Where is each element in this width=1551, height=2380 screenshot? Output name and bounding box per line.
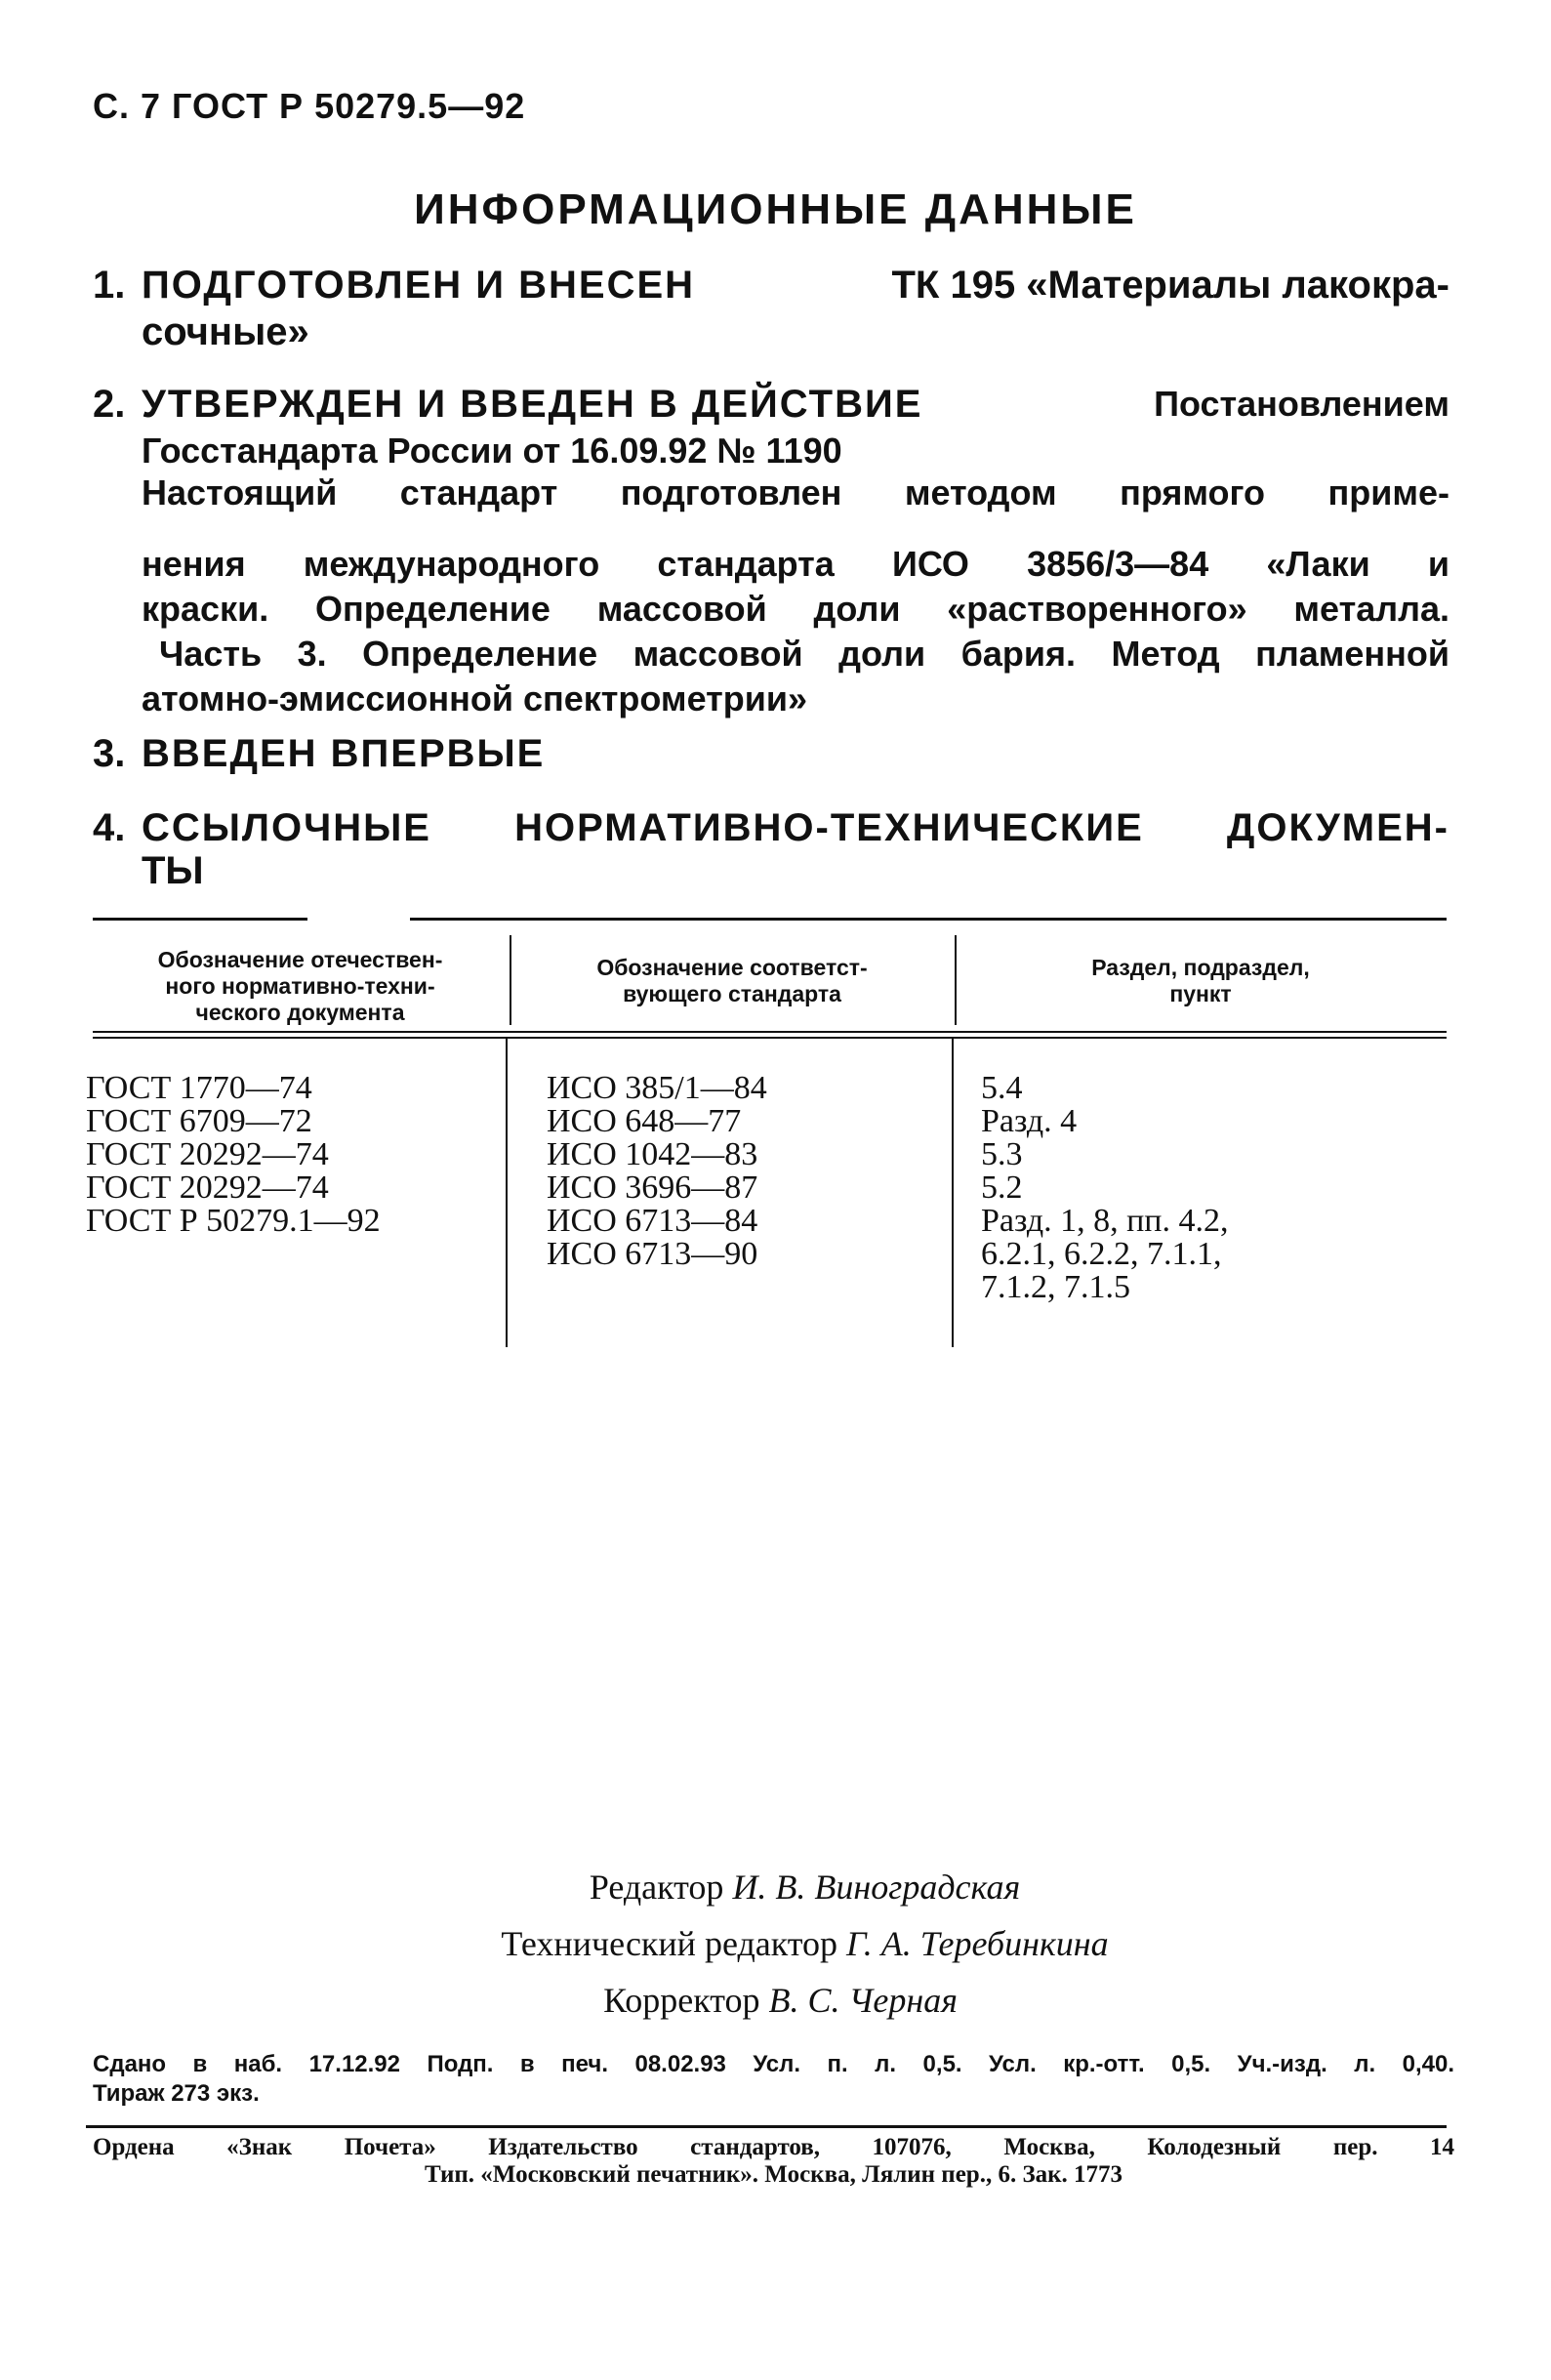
imprint-line-1: Сдано в наб. 17.12.92 Подп. в печ. 08.02.93 Усл. п. л. 0,5. Усл. кр.-отт. 0,5. Уч.-изд. л. 0,40. [93, 2051, 1454, 2077]
page-header: С. 7 ГОСТ Р 50279.5—92 [93, 86, 526, 126]
table-header-rule-1 [93, 1031, 1447, 1033]
table-column-section [981, 1072, 1229, 1304]
corrector-role: Корректор [603, 1981, 760, 2020]
imprint-block [93, 2050, 1454, 2109]
standard-note [142, 471, 1449, 515]
table-column-national [86, 1072, 381, 1238]
table-cell: ИСО 648—77 [547, 1103, 742, 1139]
item-2-label: УТВЕРЖДЕН И ВВЕДЕН В ДЕЙСТВИЕ [142, 383, 923, 426]
item-1-continuation: сочные» [142, 310, 309, 353]
table-cell: ИСО 6713—84 [547, 1203, 758, 1239]
table-cell: Разд. 4 [981, 1103, 1078, 1139]
table-cell: Разд. 1, 8, пп. 4.2, [981, 1203, 1229, 1239]
publisher-footer [93, 2134, 1454, 2189]
table-cell: ГОСТ 20292—74 [86, 1169, 329, 1206]
note-line-1: Настоящий стандарт подготовлен методом прямого приме- [142, 472, 1449, 513]
item-4-continuation: ТЫ [142, 849, 204, 892]
editors-block [0, 1859, 1551, 2029]
note-line-5: атомно-эмиссионной спектрометрии» [142, 678, 808, 718]
tech-editor-name: Г. А. Теребинкина [846, 1924, 1109, 1963]
table-header-international: Обозначение соответст- вующего стандарта [596, 955, 868, 1006]
table-cell: ГОСТ 20292—74 [86, 1136, 329, 1172]
item-3-number: 3. [93, 732, 126, 775]
table-cell: ИСО 385/1—84 [547, 1070, 767, 1106]
standard-note-cont [142, 542, 1449, 721]
item-4-label: ССЫЛОЧНЫЕ НОРМАТИВНО-ТЕХНИЧЕСКИЕ ДОКУМЕН- [142, 806, 1449, 849]
note-line-4: Часть 3. Определение массовой доли бария. Метод пламенной [159, 634, 1449, 674]
table-top-rule-left [93, 918, 307, 921]
table-body-divider-2 [952, 1039, 954, 1347]
table-cell: 6.2.1, 6.2.2, 7.1.1, [981, 1236, 1222, 1272]
table-header-national: Обозначение отечествен- ного нормативно-техни- ческого документа [157, 947, 443, 1025]
item-1-text: ТК 195 «Материалы лакокра- [891, 264, 1449, 307]
imprint-line-2: Тираж 273 экз. [93, 2080, 260, 2107]
item-4 [93, 804, 1449, 890]
table-cell: ГОСТ 1770—74 [86, 1070, 312, 1106]
item-2-text: Постановлением [1154, 384, 1449, 424]
footer-line-2: Тип. «Московский печатник». Москва, Лялин пер., 6. Зак. 1773 [424, 2161, 1123, 2188]
item-1-number: 1. [93, 264, 126, 307]
item-4-number: 4. [93, 806, 126, 849]
note-line-2: нения международного стандарта ИСО 3856/3—84 «Лаки и [142, 544, 1449, 584]
table-cell: 7.1.2, 7.1.5 [981, 1269, 1130, 1305]
page-title: ИНФОРМАЦИОННЫЕ ДАННЫЕ [414, 185, 1137, 233]
table-cell: ГОСТ Р 50279.1—92 [86, 1203, 381, 1239]
note-line-3: краски. Определение массовой доли «растворенного» металла. [142, 589, 1449, 629]
item-2-number: 2. [93, 383, 126, 426]
tech-editor-role: Технический редактор [501, 1924, 838, 1963]
table-cell: ИСО 1042—83 [547, 1136, 758, 1172]
table-cell: 5.2 [981, 1169, 1023, 1206]
editor-role: Редактор [589, 1867, 724, 1907]
item-2 [93, 381, 1449, 474]
item-3-label: ВВЕДЕН ВПЕРВЫЕ [142, 732, 546, 775]
table-header-section: Раздел, подраздел, пункт [1091, 955, 1310, 1006]
corrector-name: В. С. Черная [768, 1981, 958, 2020]
table-cell: ГОСТ 6709—72 [86, 1103, 312, 1139]
item-2-continuation: Госстандарта России от 16.09.92 № 1190 [142, 431, 842, 471]
table-cell: 5.4 [981, 1070, 1023, 1106]
table-cell: ИСО 3696—87 [547, 1169, 758, 1206]
footer-rule [86, 2125, 1447, 2128]
table-cell: ИСО 6713—90 [547, 1236, 758, 1272]
table-body-divider-1 [506, 1039, 508, 1347]
item-1-label: ПОДГОТОВЛЕН И ВНЕСЕН [142, 264, 696, 307]
table-column-international [547, 1072, 767, 1271]
item-3 [93, 730, 1449, 777]
editor-name: И. В. Виноградская [732, 1867, 1021, 1907]
item-1 [93, 262, 1449, 355]
table-cell: 5.3 [981, 1136, 1023, 1172]
footer-line-1: Ордена «Знак Почета» Издательство стандартов, 107076, Москва, Колодезный пер. 14 [93, 2134, 1454, 2160]
table-top-rule-right [410, 918, 1447, 921]
table-header-rule-2 [93, 1037, 1447, 1039]
